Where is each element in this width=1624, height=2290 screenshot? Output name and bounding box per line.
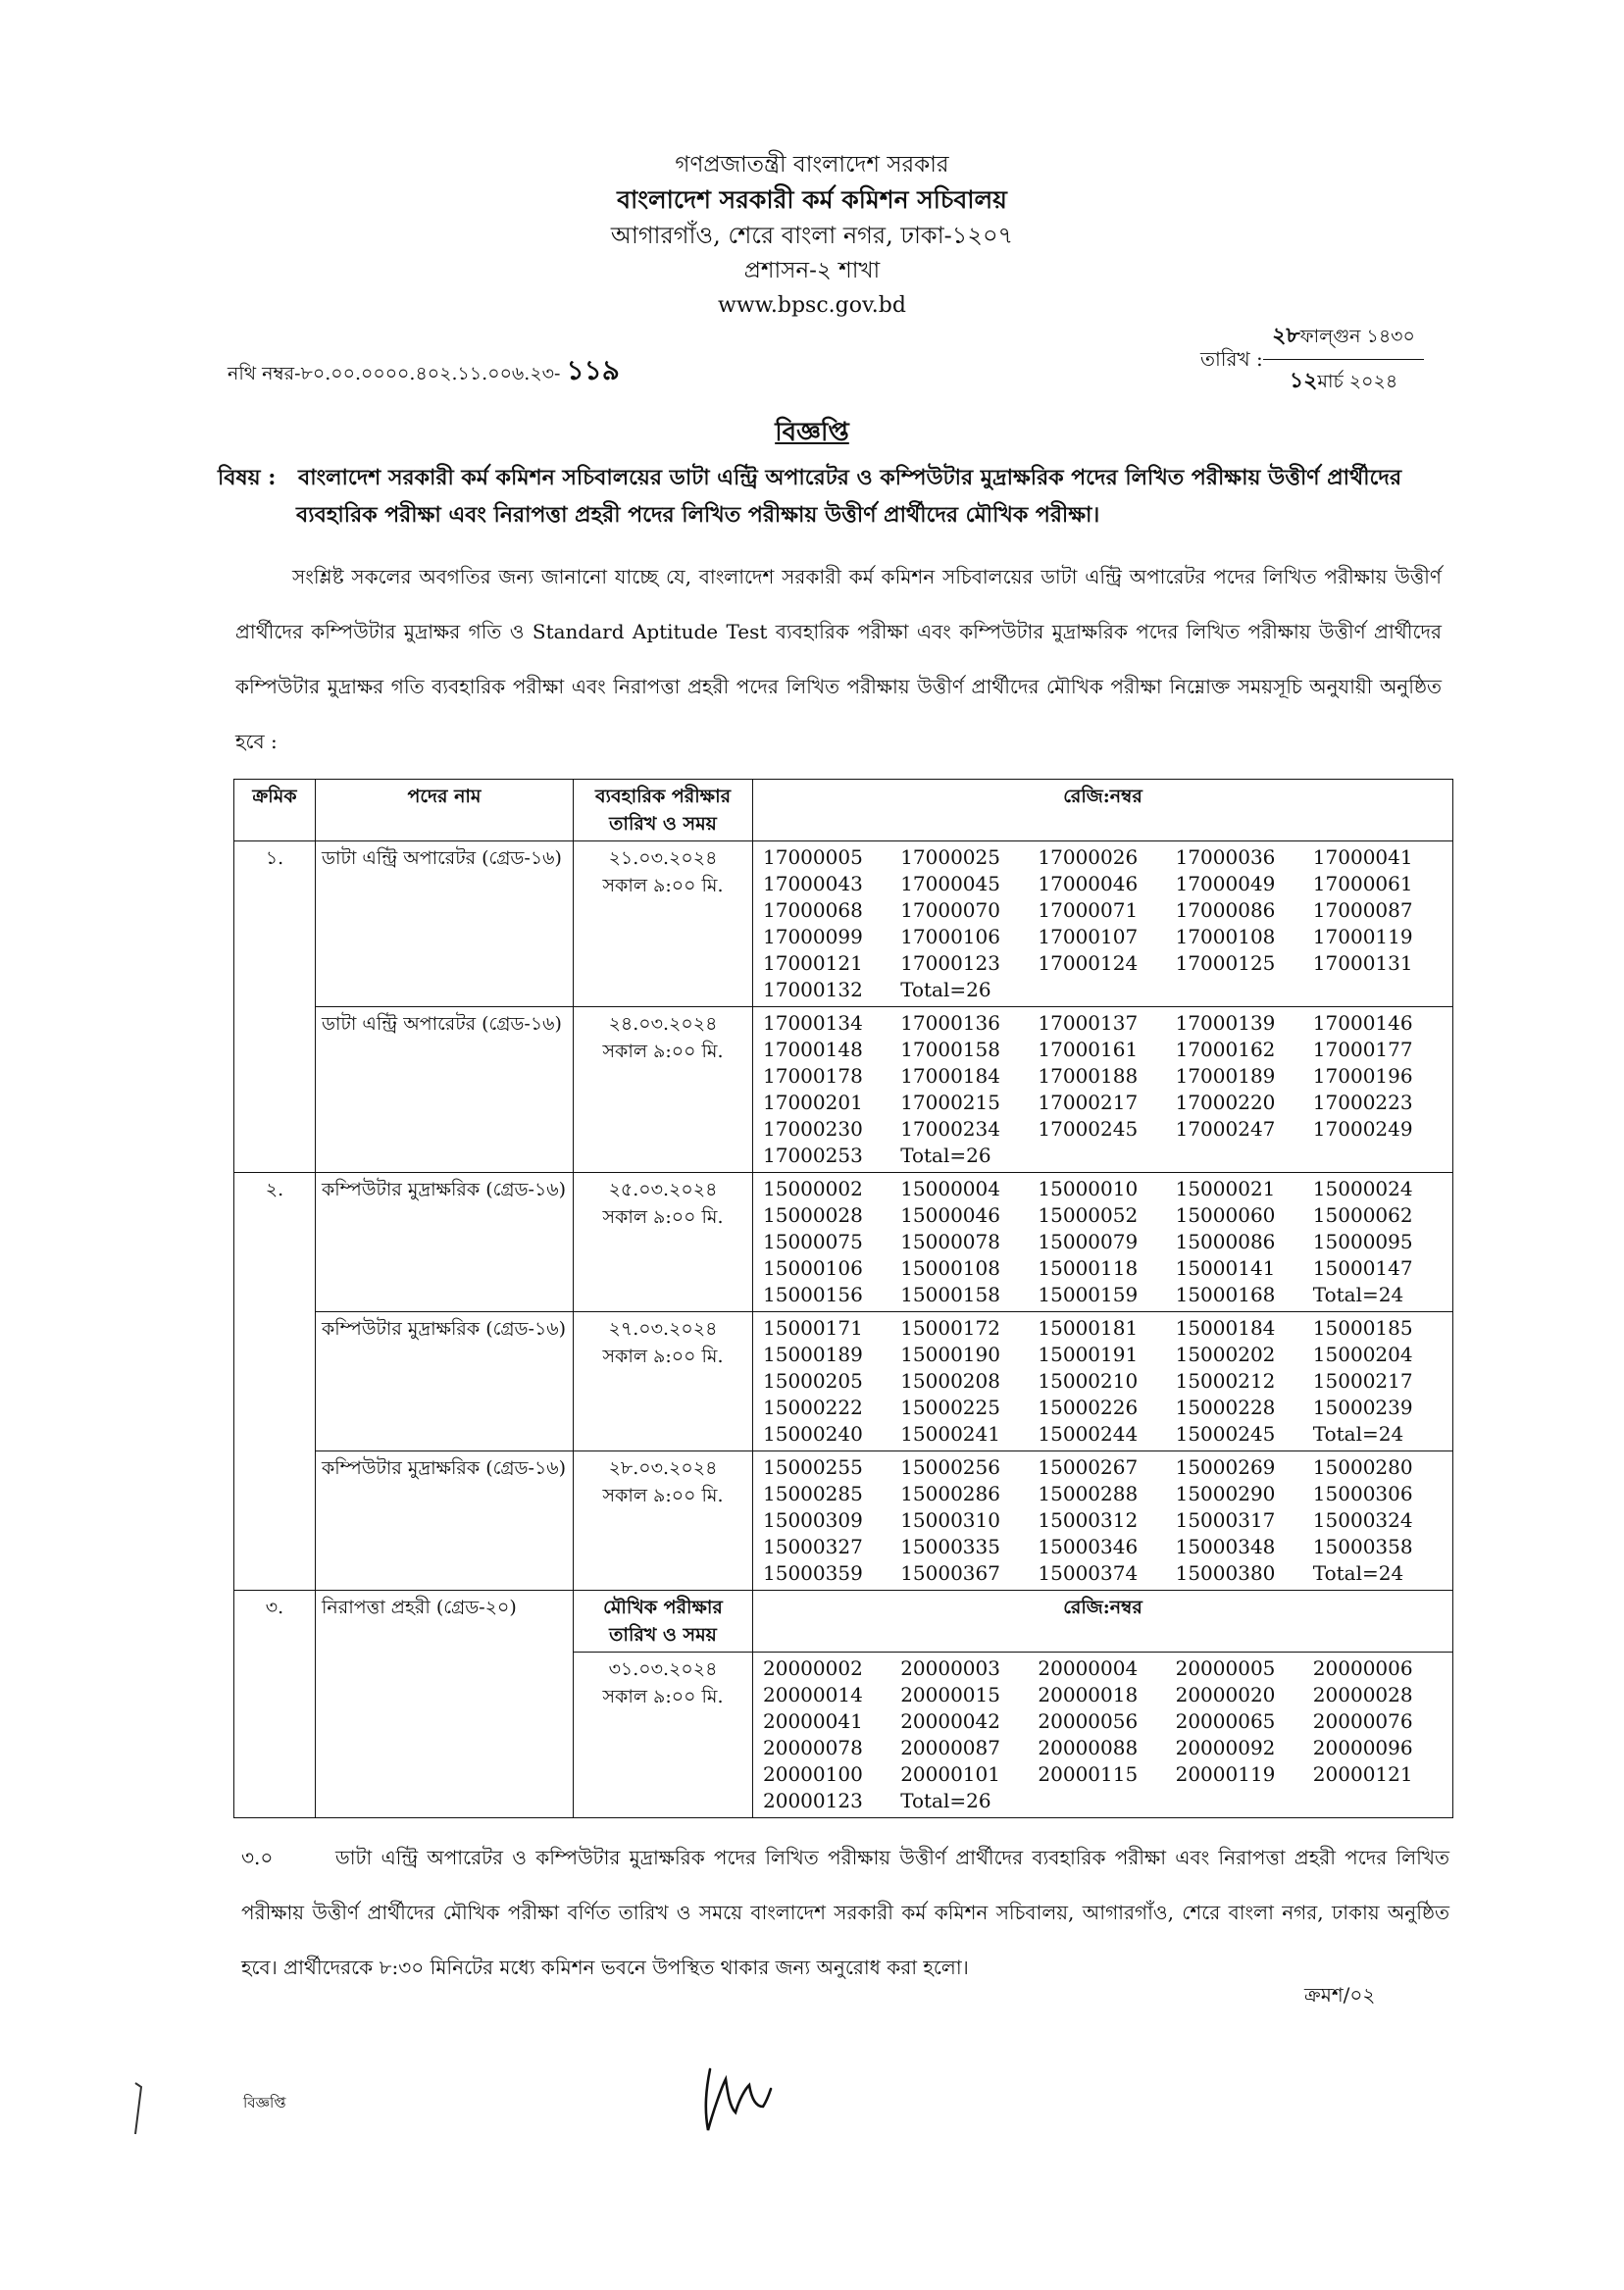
reg-number: 20000088	[1038, 1736, 1139, 1759]
reg-number: 15000075	[763, 1230, 863, 1253]
reg-number: 20000042	[900, 1709, 1000, 1733]
reg-number: 15000240	[763, 1422, 863, 1446]
reg-number: 15000002	[763, 1177, 863, 1200]
commission-name: বাংলাদেশ সরকারী কর্ম কমিশন সচিবালয়	[617, 185, 1007, 214]
reg-number: 15000141	[1175, 1256, 1276, 1280]
reg-number: 15000348	[1175, 1535, 1276, 1558]
reg-number: 17000253	[763, 1144, 863, 1167]
reg-cell	[753, 1312, 1453, 1451]
reg-number: 15000306	[1312, 1482, 1413, 1505]
reg-number: 17000134	[763, 1011, 863, 1035]
reg-number: 15000079	[1038, 1230, 1139, 1253]
reg-number: 15000290	[1175, 1482, 1276, 1505]
reg-number: 20000096	[1312, 1736, 1413, 1759]
reg-number: 17000061	[1312, 872, 1413, 895]
reg-number: 20000018	[1038, 1683, 1139, 1706]
reg-number: 15000024	[1312, 1177, 1413, 1200]
reg-number: 15000062	[1312, 1203, 1413, 1227]
post-name-cell: ডাটা এন্ট্রি অপারেটর (গ্রেড-১৬)	[316, 1007, 574, 1173]
reg-number: 17000046	[1038, 872, 1139, 895]
reg-number: 17000230	[763, 1117, 863, 1141]
reg-number: Total=26	[900, 1789, 991, 1812]
reg-number: 17000188	[1038, 1064, 1139, 1088]
reg-number: 15000191	[1038, 1343, 1139, 1366]
reg-number: 15000255	[763, 1455, 863, 1479]
reg-number: 15000210	[1038, 1369, 1139, 1393]
reg-number: 20000020	[1175, 1683, 1276, 1706]
exam-date-cell	[574, 1451, 753, 1591]
reg-number: 17000049	[1175, 872, 1276, 895]
reg-number: 17000215	[900, 1091, 1000, 1114]
letterhead	[0, 147, 1624, 324]
reg-number: 17000223	[1312, 1091, 1413, 1114]
subject	[218, 459, 1453, 534]
reg-number: 15000269	[1175, 1455, 1276, 1479]
table-row	[234, 1173, 1453, 1312]
reg-number: 15000324	[1312, 1508, 1413, 1532]
table-row	[234, 1451, 1453, 1591]
reg-number: 15000189	[763, 1343, 863, 1366]
reg-number: 20000078	[763, 1736, 863, 1759]
reg-number: 17000125	[1175, 951, 1276, 975]
reg-number: 17000043	[763, 872, 863, 895]
reg-number: 15000327	[763, 1535, 863, 1558]
government-name: গণপ্রজাতন্ত্রী বাংলাদেশ সরকার	[675, 152, 949, 178]
table-row	[234, 1591, 1453, 1653]
reg-number: 17000036	[1175, 845, 1276, 869]
signature	[692, 2050, 810, 2138]
reg-number: 17000201	[763, 1091, 863, 1114]
reg-number: 15000346	[1038, 1535, 1139, 1558]
file-number	[228, 349, 620, 395]
reg-number: 15000156	[763, 1283, 863, 1306]
reg-number: 15000086	[1175, 1230, 1276, 1253]
exam-date: ২৭.০৩.২০২৪	[608, 1318, 718, 1340]
reg-number: 15000312	[1038, 1508, 1139, 1532]
reg-number: 20000004	[1038, 1656, 1139, 1680]
reg-number: 17000220	[1175, 1091, 1276, 1114]
reg-number: 20000101	[900, 1762, 1000, 1786]
footer-paragraph-number: ৩.০	[241, 1846, 274, 1869]
reg-number: 15000108	[900, 1256, 1000, 1280]
reg-number: 15000317	[1175, 1508, 1276, 1532]
reg-number: 15000118	[1038, 1256, 1139, 1280]
reg-number: 17000121	[763, 951, 863, 975]
footer-label: বিজ্ঞপ্তি	[243, 2094, 286, 2112]
reg-number: 15000226	[1038, 1396, 1139, 1419]
exam-time: সকাল ৯:০০ মি.	[602, 875, 724, 896]
reg-number: 17000146	[1312, 1011, 1413, 1035]
reg-number: 17000005	[763, 845, 863, 869]
reg-number: 15000309	[763, 1508, 863, 1532]
post-name-cell: ডাটা এন্ট্রি অপারেটর (গ্রেড-১৬)	[316, 841, 574, 1007]
reg-number: 17000087	[1312, 898, 1413, 922]
reg-number: 15000158	[900, 1283, 1000, 1306]
post-name-cell: কম্পিউটার মুদ্রাক্ষরিক (গ্রেড-১৬)	[316, 1451, 574, 1591]
exam-date: ২৫.০৩.২০২৪	[608, 1179, 718, 1200]
reg-number: 20000002	[763, 1656, 863, 1680]
reg-number: 15000267	[1038, 1455, 1139, 1479]
reg-number: 15000181	[1038, 1316, 1139, 1340]
branch-name: প্রশাসন-২ শাখা	[743, 258, 881, 283]
reg-number: 15000159	[1038, 1283, 1139, 1306]
address: আগারগাঁও, শেরে বাংলা নগর, ঢাকা-১২০৭	[610, 222, 1014, 249]
schedule-table	[233, 779, 1453, 1818]
reg-number: 17000247	[1175, 1117, 1276, 1141]
reg-number: Total=26	[900, 978, 991, 1001]
reg-number: 15000168	[1175, 1283, 1276, 1306]
reg-number: 17000136	[900, 1011, 1000, 1035]
reg-number: 15000374	[1038, 1561, 1139, 1585]
reg-number: 17000119	[1312, 925, 1413, 948]
reg-number: 15000184	[1175, 1316, 1276, 1340]
reg-number: 17000148	[763, 1038, 863, 1061]
reg-number: 15000245	[1175, 1422, 1276, 1446]
reg-number: 17000123	[900, 951, 1000, 975]
reg-number: 15000222	[763, 1396, 863, 1419]
reg-number: 17000137	[1038, 1011, 1139, 1035]
reg-number: 20000092	[1175, 1736, 1276, 1759]
table-row	[234, 841, 1453, 1007]
exam-date-cell	[574, 1173, 753, 1312]
serial-cell: ২.	[234, 1173, 316, 1591]
reg-number: 15000204	[1312, 1343, 1413, 1366]
reg-number: 15000228	[1175, 1396, 1276, 1419]
reg-number: 15000052	[1038, 1203, 1139, 1227]
reg-number: 15000171	[763, 1316, 863, 1340]
reg-number: 15000358	[1312, 1535, 1413, 1558]
reg-number: 15000239	[1312, 1396, 1413, 1419]
reg-number: 20000087	[900, 1736, 1000, 1759]
exam-date: ৩১.০৩.২০২৪	[608, 1658, 718, 1680]
reg-number: 17000245	[1038, 1117, 1139, 1141]
exam-time: সকাল ৯:০০ মি.	[602, 1206, 724, 1228]
reg-number: 15000004	[900, 1177, 1000, 1200]
reg-number: 20000100	[763, 1762, 863, 1786]
exam-time: সকাল ৯:০০ মি.	[602, 1346, 724, 1367]
date-english: ১২মার্চ ২০২৪	[1289, 368, 1398, 393]
reg-number: 20000006	[1312, 1656, 1413, 1680]
post-name-cell: কম্পিউটার মুদ্রাক্ষরিক (গ্রেড-১৬)	[316, 1173, 574, 1312]
reg-number: 15000244	[1038, 1422, 1139, 1446]
reg-number: 15000335	[900, 1535, 1000, 1558]
reg-number: 15000280	[1312, 1455, 1413, 1479]
reg-number: 17000249	[1312, 1117, 1413, 1141]
reg-number: 15000256	[900, 1455, 1000, 1479]
intro-paragraph: সংশ্লিষ্ট সকলের অবগতির জন্য জানানো যাচ্ছে যে, বাংলাদেশ সরকারী কর্ম কমিশন সচিবালয়ের ডাটা এন্ট্রি অপারেটর পদের লিখিত পরীক্ষায় উত্তীর্ণ প্রার্থীদের কম্পিউটার মুদ্রাক্ষর গতি ও Standard Aptitude Test ব্যবহারিক পরীক্ষা এবং কম্পিউটার মুদ্রাক্ষরিক পদের লিখিত পরীক্ষায় উত্তীর্ণ প্রার্থীদের কম্পিউটার মুদ্রাক্ষর গতি ব্যবহারিক পরীক্ষা এবং নিরাপত্তা প্রহরী পদের লিখিত পরীক্ষায় উত্তীর্ণ প্রার্থীদের মৌখিক পরীক্ষা নিম্নোক্ত সময়সূচি অনুযায়ী অনুষ্ঠিত হবে :	[235, 565, 1442, 753]
reg-number: 17000131	[1312, 951, 1413, 975]
reg-number: 17000184	[900, 1064, 1000, 1088]
file-number-label: নথি নম্বর-৮০.০০.০০০০.৪০২.১১.০০৬.২৩-	[228, 363, 561, 384]
reg-number: 17000196	[1312, 1064, 1413, 1088]
reg-number: 15000078	[900, 1230, 1000, 1253]
reg-number: 20000014	[763, 1683, 863, 1706]
date-label: তারিখ :	[1200, 347, 1263, 371]
reg-number: 15000021	[1175, 1177, 1276, 1200]
footer-paragraph: ৩.০ ডাটা এন্ট্রি অপারেটর ও কম্পিউটার মুদ্রাক্ষরিক পদের লিখিত পরীক্ষায় উত্তীর্ণ প্রার্থীদের ব্যবহারিক পরীক্ষা এবং নিরাপত্তা প্রহরী পদের লিখিত পরীক্ষায় উত্তীর্ণ প্রার্থীদের মৌখিক পরীক্ষা বর্ণিত তারিখ ও সময়ে বাংলাদেশ সরকারী কর্ম কমিশন সচিবালয়, আগারগাঁও, শেরে বাংলা নগর, ঢাকায় অনুষ্ঠিত হবে। প্রার্থীদেরকে ৮:৩০ মিনিটের মধ্যে কমিশন ভবনে উপস্থিত থাকার জন্য অনুরোধ করা হলো।	[241, 1830, 1449, 1995]
reg-number: 20000056	[1038, 1709, 1139, 1733]
reg-number: 20000076	[1312, 1709, 1413, 1733]
reg-number: 17000025	[900, 845, 1000, 869]
reg-number: 15000095	[1312, 1230, 1413, 1253]
margin-mark	[127, 2079, 157, 2138]
subject-line-2: ব্যবহারিক পরীক্ষা এবং নিরাপত্তা প্রহরী পদের লিখিত পরীক্ষায় উত্তীর্ণ প্রার্থীদের মৌখিক পরীক্ষা।	[296, 502, 1100, 528]
exam-date: ২১.০৩.২০২৪	[608, 847, 718, 869]
reg-number: 15000212	[1175, 1369, 1276, 1393]
reg-number: 17000108	[1175, 925, 1276, 948]
reg-number: 17000234	[900, 1117, 1000, 1141]
exam-time: সকাল ৯:০০ মি.	[602, 1686, 724, 1707]
viva-reg-header: রেজি:নম্বর	[753, 1591, 1453, 1653]
reg-number: 15000028	[763, 1203, 863, 1227]
reg-number: 20000015	[900, 1683, 1000, 1706]
reg-number: 17000161	[1038, 1038, 1139, 1061]
reg-number: 15000190	[900, 1343, 1000, 1366]
viva-date-header: মৌখিক পরীক্ষার তারিখ ও সময়	[574, 1591, 753, 1653]
exam-date-cell	[574, 841, 753, 1007]
reg-number: 17000086	[1175, 898, 1276, 922]
exam-date: ২৮.০৩.২০২৪	[608, 1457, 718, 1479]
exam-date-cell	[574, 1007, 753, 1173]
reg-number: 17000068	[763, 898, 863, 922]
reg-number: 17000158	[900, 1038, 1000, 1061]
reg-number: 15000208	[900, 1369, 1000, 1393]
serial-cell: ৩.	[234, 1591, 316, 1818]
continued-marker: ক্রমশ/০২	[1304, 1983, 1376, 2007]
reg-number: 17000132	[763, 978, 863, 1001]
reg-number: 17000107	[1038, 925, 1139, 948]
reg-number: 15000010	[1038, 1177, 1139, 1200]
file-number-handwritten: ১১৯	[566, 354, 620, 386]
reg-number: 17000189	[1175, 1064, 1276, 1088]
reg-number: Total=24	[1312, 1422, 1404, 1446]
reg-number: 17000026	[1038, 845, 1139, 869]
reg-number: 15000288	[1038, 1482, 1139, 1505]
reg-number: 15000310	[900, 1508, 1000, 1532]
notice-title: বিজ্ঞপ্তি	[775, 418, 849, 447]
table-row	[234, 1007, 1453, 1173]
reg-cell	[753, 1451, 1453, 1591]
reg-number: 20000005	[1175, 1656, 1276, 1680]
date-bangla: ২৮ফাল্গুন ১৪৩০	[1263, 319, 1424, 360]
reg-number: Total=26	[900, 1144, 991, 1167]
reg-number: 17000045	[900, 872, 1000, 895]
reg-number: 17000106	[900, 925, 1000, 948]
reg-cell	[753, 1653, 1453, 1818]
reg-number: 15000286	[900, 1482, 1000, 1505]
reg-number: 20000003	[900, 1656, 1000, 1680]
reg-number: 15000060	[1175, 1203, 1276, 1227]
reg-number: 20000115	[1038, 1762, 1139, 1786]
date-english-day: ১২	[1289, 368, 1318, 393]
exam-time: সকাল ৯:০০ মি.	[602, 1485, 724, 1506]
reg-number: 15000380	[1175, 1561, 1276, 1585]
exam-date: ২৪.০৩.২০২৪	[608, 1013, 718, 1035]
post-name-cell: নিরাপত্তা প্রহরী (গ্রেড-২০)	[316, 1591, 574, 1818]
header-serial: ক্রমিক	[234, 780, 316, 841]
exam-date-cell	[574, 1312, 753, 1451]
reg-cell	[753, 1007, 1453, 1173]
reg-number: 15000359	[763, 1561, 863, 1585]
table-row	[234, 1312, 1453, 1451]
reg-number: 17000124	[1038, 951, 1139, 975]
reg-number: 15000172	[900, 1316, 1000, 1340]
reg-number: 20000065	[1175, 1709, 1276, 1733]
reg-number: 15000046	[900, 1203, 1000, 1227]
reg-number: 20000041	[763, 1709, 863, 1733]
reg-number: 20000028	[1312, 1683, 1413, 1706]
exam-time: সকাল ৯:০০ মি.	[602, 1041, 724, 1062]
reg-number: 17000139	[1175, 1011, 1276, 1035]
reg-number: 17000177	[1312, 1038, 1413, 1061]
reg-number: Total=24	[1312, 1561, 1404, 1585]
subject-label: বিষয় :	[218, 465, 277, 490]
reg-number: 15000106	[763, 1256, 863, 1280]
reg-number: 15000185	[1312, 1316, 1413, 1340]
reg-number: 17000178	[763, 1064, 863, 1088]
reg-number: 20000119	[1175, 1762, 1276, 1786]
reg-number: 17000041	[1312, 845, 1413, 869]
reg-number: Total=24	[1312, 1283, 1404, 1306]
date-bangla-day: ২৮	[1272, 323, 1300, 348]
reg-cell	[753, 1173, 1453, 1312]
exam-date-cell	[574, 1653, 753, 1818]
reg-number: 17000071	[1038, 898, 1139, 922]
reg-number: 15000217	[1312, 1369, 1413, 1393]
reg-number: 20000121	[1312, 1762, 1413, 1786]
reg-cell	[753, 841, 1453, 1007]
reg-number: 17000162	[1175, 1038, 1276, 1061]
website: www.bpsc.gov.bd	[718, 293, 906, 318]
header-reg: রেজি:নম্বর	[753, 780, 1453, 841]
header-practical-date: ব্যবহারিক পরীক্ষার তারিখ ও সময়	[574, 780, 753, 841]
reg-number: 15000367	[900, 1561, 1000, 1585]
reg-number: 15000205	[763, 1369, 863, 1393]
table-header-row	[234, 780, 1453, 841]
reg-number: 17000070	[900, 898, 1000, 922]
reg-number: 15000241	[900, 1422, 1000, 1446]
subject-line-1: বাংলাদেশ সরকারী কর্ম কমিশন সচিবালয়ের ডাটা এন্ট্রি অপারেটর ও কম্পিউটার মুদ্রাক্ষরিক পদের লিখিত পরীক্ষায় উত্তীর্ণ প্রার্থীদের	[298, 465, 1402, 490]
post-name-cell: কম্পিউটার মুদ্রাক্ষরিক (গ্রেড-১৬)	[316, 1312, 574, 1451]
reg-number: 15000202	[1175, 1343, 1276, 1366]
reg-number: 20000123	[763, 1789, 863, 1812]
date-block	[1263, 319, 1424, 400]
serial-cell: ১.	[234, 841, 316, 1173]
reg-number: 17000217	[1038, 1091, 1139, 1114]
reg-number: 15000147	[1312, 1256, 1413, 1280]
reg-number: 15000285	[763, 1482, 863, 1505]
header-post: পদের নাম	[316, 780, 574, 841]
reg-number: 17000099	[763, 925, 863, 948]
reg-number: 15000225	[900, 1396, 1000, 1419]
